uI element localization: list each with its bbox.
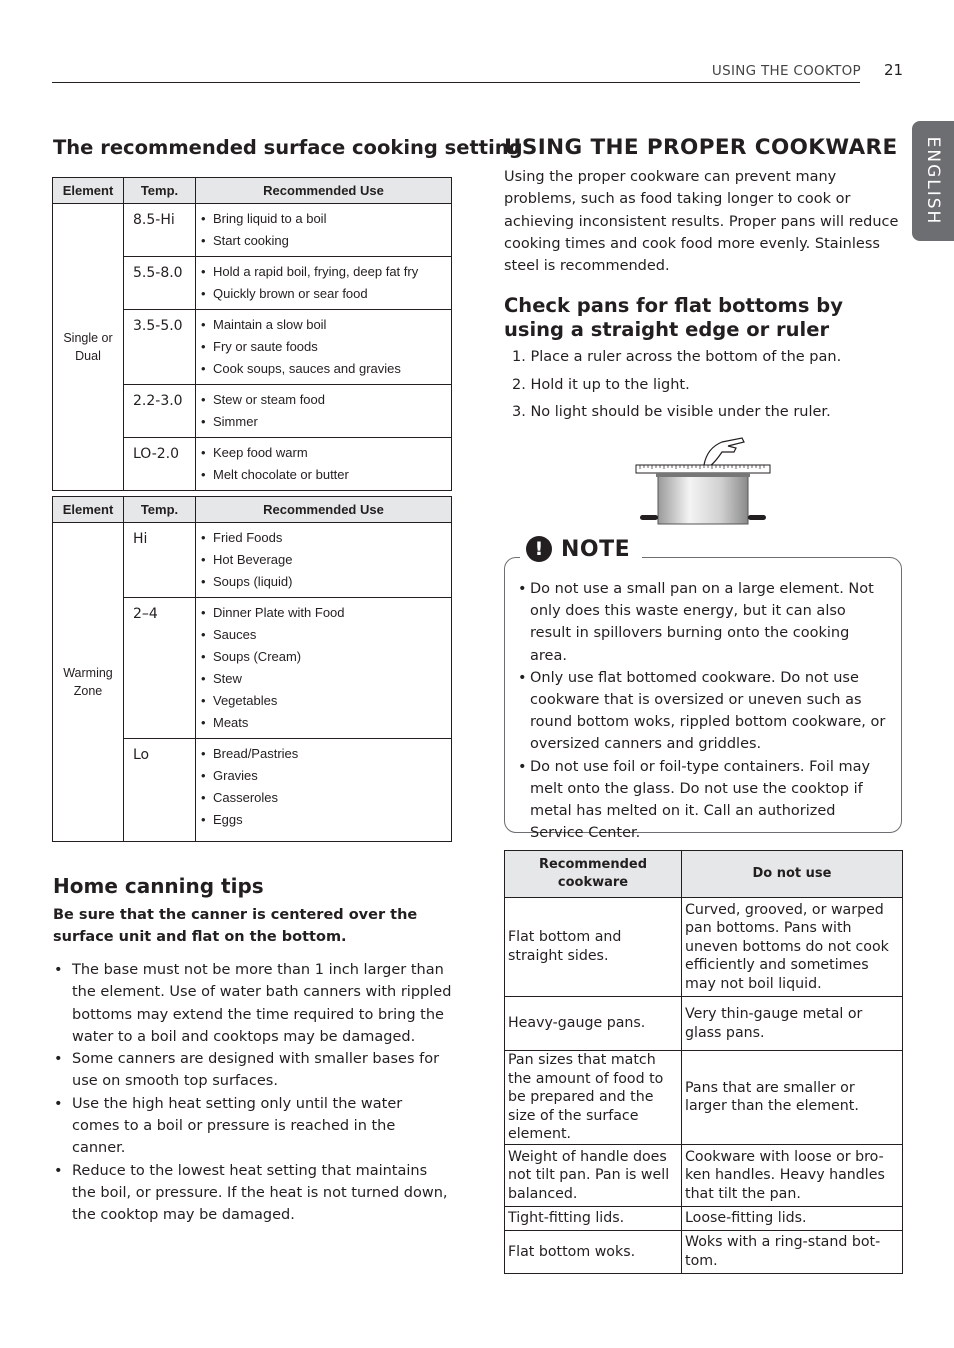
use-item: • Simmer <box>201 411 451 433</box>
use-cell <box>196 523 452 598</box>
hand-icon <box>704 438 744 466</box>
avoid-cell: Woks with a ring-stand bot-tom. <box>682 1230 903 1273</box>
use-cell <box>196 310 452 385</box>
use-item: • Bring liquid to a boil <box>201 208 451 230</box>
note-item: • Only use flat bottomed cookware. Do not use cookware that is oversized or uneven such as round bottom woks, rippled bottom cookware, or oversized canners and griddles. <box>518 667 890 756</box>
step-item: 2. Hold it up to the light. <box>512 376 690 393</box>
use-item: • Stew <box>201 668 451 690</box>
use-item: • Casseroles <box>201 787 451 809</box>
use-item: • Stew or steam food <box>201 389 451 411</box>
exclamation-icon: ! <box>526 536 552 562</box>
col-use: Recommended Use <box>196 497 452 523</box>
temp-cell: 2.2-3.0 <box>124 385 196 438</box>
surface-setting-table <box>52 177 452 491</box>
use-cell <box>196 204 452 257</box>
cookware-table <box>504 850 903 1274</box>
check-pans-title: Check pans for flat bottoms by using a straight edge or ruler <box>504 294 843 341</box>
use-item: • Start cooking <box>201 230 451 252</box>
use-item: • Soups (liquid) <box>201 571 451 593</box>
canning-tip: • The base must not be more than 1 inch larger than the element. Use of water bath canners with rippled bottoms may extend the time required to bring the water to a boil and cooktops may be damaged. <box>52 959 452 1048</box>
language-tab <box>912 121 954 241</box>
canning-tip: • Reduce to the lowest heat setting that maintains the boil, or pressure. If the heat is not turned down, the cooktop may be damaged. <box>52 1160 452 1227</box>
use-item: • Sauces <box>201 624 451 646</box>
language-tab-label: ENGLISH <box>923 136 943 226</box>
pan-icon <box>640 473 766 524</box>
use-cell <box>196 385 452 438</box>
use-cell <box>196 739 452 842</box>
temp-cell: Hi <box>124 523 196 598</box>
header-section-title: USING THE COOKTOP <box>711 63 861 79</box>
note-list <box>518 578 890 844</box>
col-recommended: Recommended cookware <box>505 851 682 898</box>
recommended-cell: Pan sizes that match the amount of food to be prepared and the size of the surface element. <box>505 1051 682 1145</box>
ruler-icon <box>636 465 770 473</box>
use-cell <box>196 598 452 739</box>
temp-cell: 8.5-Hi <box>124 204 196 257</box>
recommended-cell: Flat bottom and straight sides. <box>505 898 682 997</box>
avoid-cell: Pans that are smaller or larger than the element. <box>682 1051 903 1145</box>
note-item: • Do not use foil or foil-type containers. Foil may melt onto the glass. Do not use the cooktop if metal has melted on it. Call an authorized Service Center. <box>518 756 890 845</box>
element-cell: Warming Zone <box>53 523 124 842</box>
surface-setting-title: The recommended surface cooking setting <box>53 136 523 159</box>
canning-intro: Be sure that the canner is centered over the surface unit and flat on the bottom. <box>53 907 418 946</box>
temp-cell: 3.5-5.0 <box>124 310 196 385</box>
use-cell <box>196 257 452 310</box>
page-number: 21 <box>884 61 904 79</box>
use-item: • Maintain a slow boil <box>201 314 451 336</box>
cookware-title: USING THE PROPER COOKWARE <box>504 135 898 160</box>
canning-tip: • Use the high heat setting only until the water comes to a boil or pressure is reached in the canner. <box>52 1093 452 1160</box>
note-item: • Do not use a small pan on a large element. Not only does this waste energy, but it can also result in spillovers burning onto the cooking area. <box>518 578 890 667</box>
use-item: • Keep food warm <box>201 442 451 464</box>
col-temp: Temp. <box>124 497 196 523</box>
cookware-intro: Using the proper cookware can prevent many problems, such as food taking longer to cook or achieving inconsistent results. Proper pans will reduce cooking times and cook food more evenly. Stainless steel is recommended. <box>504 169 899 275</box>
header-rule <box>52 82 860 83</box>
recommended-cell: Heavy-gauge pans. <box>505 997 682 1051</box>
temp-cell: Lo <box>124 739 196 842</box>
temp-cell: 5.5-8.0 <box>124 257 196 310</box>
canning-tips-list <box>52 959 452 1227</box>
avoid-cell: Cookware with loose or bro-ken handles. Heavy handles that tilt the pan. <box>682 1144 903 1206</box>
use-item: • Eggs <box>201 809 451 831</box>
use-item: • Hot Beverage <box>201 549 451 571</box>
step-item: 3. No light should be visible under the ruler. <box>512 404 831 420</box>
col-do-not-use: Do not use <box>682 851 903 898</box>
avoid-cell: Loose-fitting lids. <box>682 1206 903 1230</box>
col-use: Recommended Use <box>196 178 452 204</box>
use-item: • Soups (Cream) <box>201 646 451 668</box>
use-item: • Fry or saute foods <box>201 336 451 358</box>
use-item: • Vegetables <box>201 690 451 712</box>
recommended-cell: Tight-fitting lids. <box>505 1206 682 1230</box>
note-label: NOTE <box>561 536 631 562</box>
temp-cell: LO-2.0 <box>124 438 196 491</box>
canning-tip: • Some canners are designed with smaller bases for use on smooth top surfaces. <box>52 1048 452 1093</box>
temp-cell: 2–4 <box>124 598 196 739</box>
use-item: • Fried Foods <box>201 527 451 549</box>
element-cell: Single or Dual <box>53 204 124 491</box>
step-item: 1. Place a ruler across the bottom of the pan. <box>512 349 842 365</box>
col-element: Element <box>53 497 124 523</box>
ruler-steps <box>512 349 841 432</box>
col-temp: Temp. <box>124 178 196 204</box>
use-item: • Quickly brown or sear food <box>201 283 451 305</box>
col-element: Element <box>53 178 124 204</box>
recommended-cell: Weight of handle does not tilt pan. Pan is well balanced. <box>505 1144 682 1206</box>
canning-title: Home canning tips <box>53 874 264 898</box>
use-item: • Cook soups, sauces and gravies <box>201 358 451 380</box>
warming-zone-table <box>52 496 452 842</box>
use-item: • Bread/Pastries <box>201 743 451 765</box>
pan-ruler-illustration <box>630 432 776 532</box>
use-cell <box>196 438 452 491</box>
use-item: • Gravies <box>201 765 451 787</box>
use-item: • Melt chocolate or butter <box>201 464 451 486</box>
use-item: • Dinner Plate with Food <box>201 602 451 624</box>
use-item: • Meats <box>201 712 451 734</box>
avoid-cell: Very thin-gauge metal or glass pans. <box>682 997 903 1051</box>
use-item: • Hold a rapid boil, frying, deep fat fry <box>201 261 451 283</box>
recommended-cell: Flat bottom woks. <box>505 1230 682 1273</box>
avoid-cell: Curved, grooved, or warped pan bottoms. Pans with uneven bottoms do not cook efficiently and sometimes may not boil liquid. <box>682 898 903 997</box>
note-heading <box>520 536 642 562</box>
